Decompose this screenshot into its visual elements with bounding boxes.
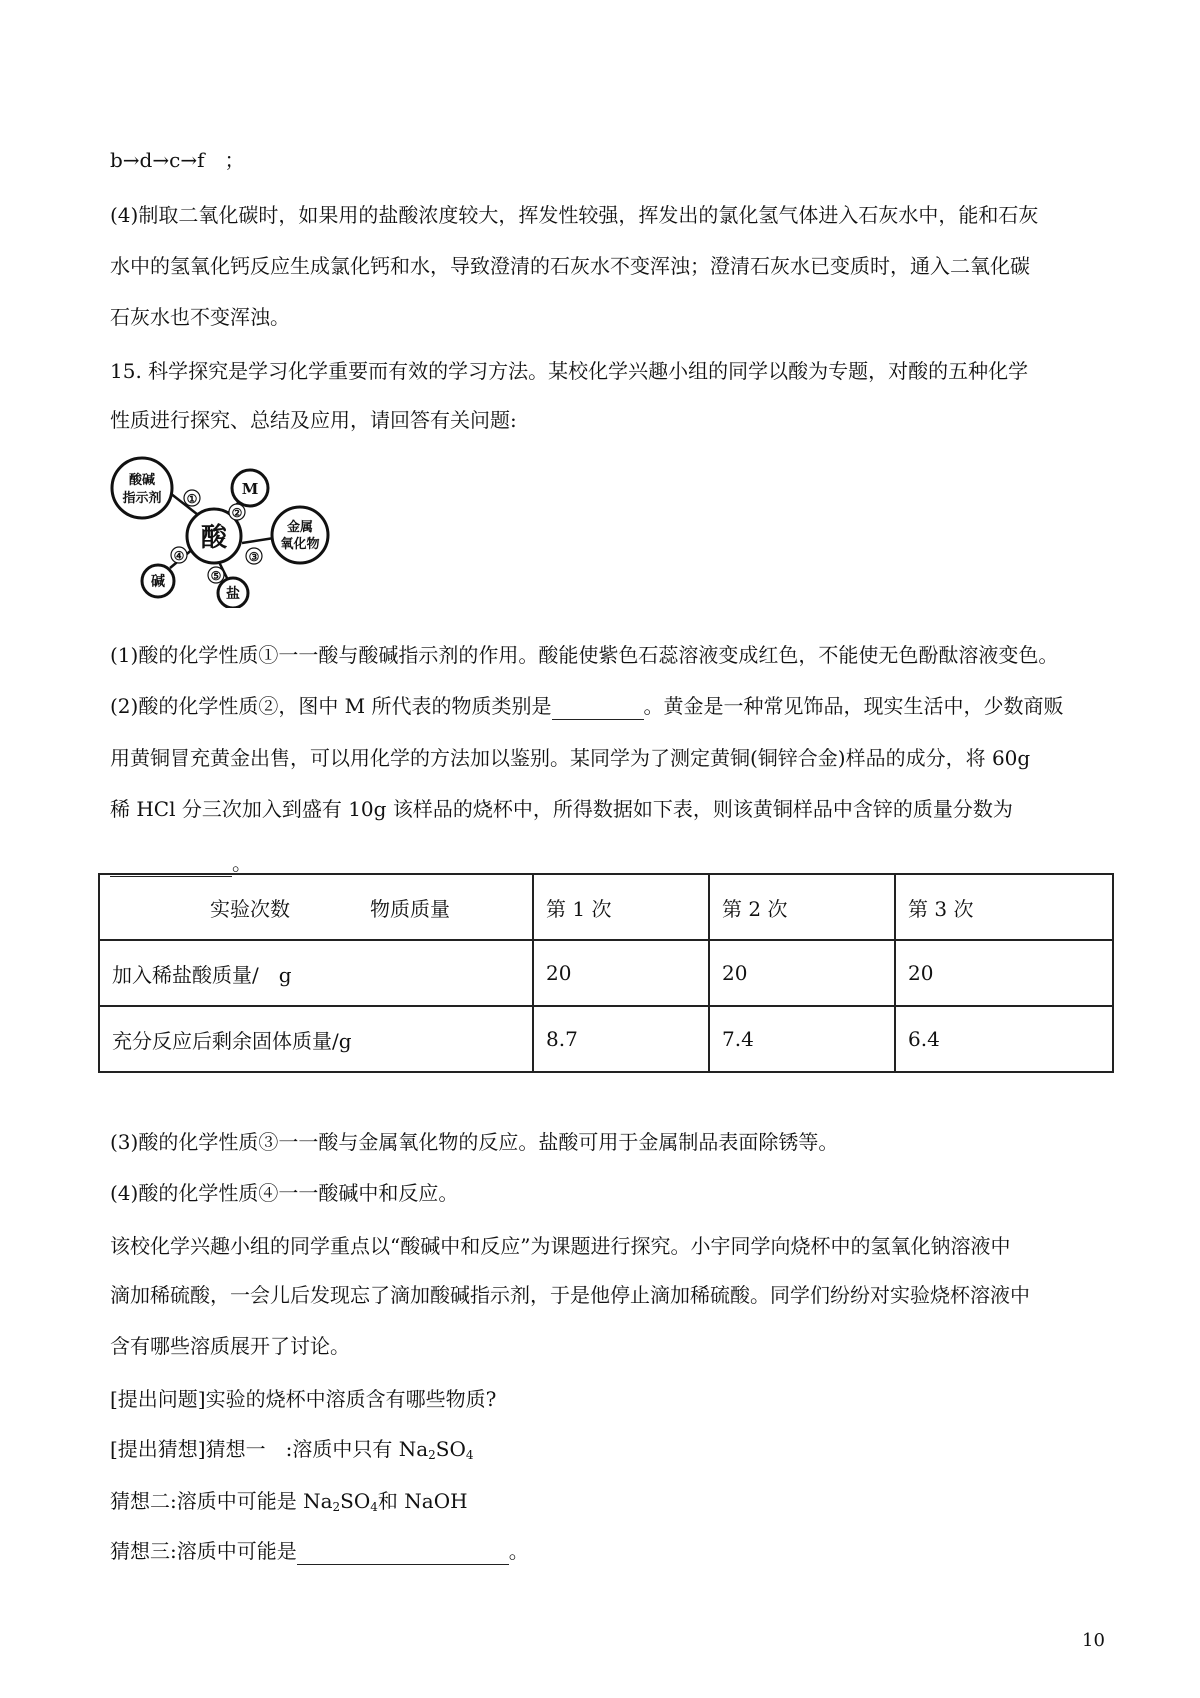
- table-header-cell: 第 3 次: [895, 874, 1113, 940]
- link-line: [242, 538, 274, 543]
- table-header-row: [99, 874, 1113, 940]
- answer-sequence: b→d→c→f ；: [110, 148, 245, 172]
- paragraph-line: 稀 HCl 分三次加入到盛有 10g 该样品的烧杯中，所得数据如下表，则该黄铜样品中含锌的质量分数为: [110, 797, 1013, 821]
- table-cell: 20: [895, 940, 1113, 1006]
- paragraph-line: 含有哪些溶质展开了讨论。: [110, 1334, 350, 1358]
- acid-properties-diagram: [110, 448, 370, 608]
- table-row: [99, 940, 1113, 1006]
- question-15-line: 性质进行探究、总结及应用，请回答有关问题:: [110, 408, 517, 432]
- number-label: ②: [231, 506, 243, 520]
- hypothesis-2: 猜想二:溶质中可能是 $Na_2SO_4$和 NaOH: [110, 1489, 468, 1514]
- paragraph-line: 石灰水也不变浑浊。: [110, 305, 290, 329]
- indicator-label: 酸碱: [128, 473, 156, 488]
- base-label: 碱: [151, 574, 165, 590]
- table-row: [99, 1006, 1113, 1072]
- answer-blank-hypothesis-3[interactable]: [297, 1542, 509, 1565]
- paragraph-line: 用黄铜冒充黄金出售，可以用化学的方法加以鉴别。某同学为了测定黄铜(铜锌合金)样品的成分，将 60g: [110, 746, 1031, 770]
- salt-label: 盐: [226, 586, 240, 602]
- paragraph-line: (4)酸的化学性质④一一酸碱中和反应。: [110, 1181, 459, 1205]
- indicator-node: [112, 458, 172, 518]
- hypothesis-3: 猜想三:溶质中可能是 。: [110, 1539, 529, 1563]
- metal-oxide-label: 金属: [286, 520, 314, 535]
- table-cell: 加入稀盐酸质量/ g: [99, 940, 533, 1006]
- metal-oxide-node: [272, 507, 328, 563]
- data-table: [98, 873, 1114, 1073]
- question-2-line: (2)酸的化学性质②，图中 M 所代表的物质类别是 。黄金是一种常见饰品，现实生活中，少数商贩: [110, 694, 1064, 718]
- question-15-line: 15. 科学探究是学习化学重要而有效的学习方法。某校化学兴趣小组的同学以酸为专题，对酸的五种化学: [110, 359, 1029, 383]
- number-label: ③: [248, 550, 260, 564]
- problem-statement: [提出问题]实验的烧杯中溶质含有哪些物质?: [110, 1387, 497, 1411]
- table-cell: 充分反应后剩余固体质量/g: [99, 1006, 533, 1072]
- paragraph-line: (4)制取二氧化碳时，如果用的盐酸浓度较大，挥发性较强，挥发出的氯化氢气体进入石灰水中，能和石灰: [110, 203, 1039, 227]
- metal-oxide-label: 氧化物: [280, 537, 320, 552]
- paragraph-line: (1)酸的化学性质①一一酸与酸碱指示剂的作用。酸能使紫色石蕊溶液变成红色，不能使无色酚酞溶液变色。: [110, 643, 1059, 667]
- paragraph-line: 该校化学兴趣小组的同学重点以“酸碱中和反应”为课题进行探究。小宇同学向烧杯中的氢氧化钠溶液中: [110, 1234, 1011, 1258]
- number-label: ④: [173, 549, 185, 563]
- table-cell: 20: [709, 940, 895, 1006]
- number-label: ⑤: [210, 569, 222, 583]
- paragraph-line: 滴加稀硫酸，一会儿后发现忘了滴加酸碱指示剂，于是他停止滴加稀硫酸。同学们纷纷对实验烧杯溶液中: [110, 1283, 1030, 1307]
- table-header-cell: 第 2 次: [709, 874, 895, 940]
- page-number: 10: [1082, 1630, 1105, 1651]
- table-cell: 8.7: [533, 1006, 709, 1072]
- table-header-cell: 第 1 次: [533, 874, 709, 940]
- table-cell: 7.4: [709, 1006, 895, 1072]
- acid-label: 酸: [200, 523, 228, 553]
- table-cell: 20: [533, 940, 709, 1006]
- indicator-label: 指示剂: [122, 491, 162, 506]
- question-2-line: 。: [110, 849, 252, 877]
- table-cell: 6.4: [895, 1006, 1113, 1072]
- hypothesis-1: [提出猜想]猜想一 :溶质中只有 $Na_2SO_4$: [110, 1437, 474, 1462]
- m-label: M: [241, 480, 259, 498]
- table-header-cell: 实验次数 物质质量: [99, 874, 533, 940]
- paragraph-line: (3)酸的化学性质③一一酸与金属氧化物的反应。盐酸可用于金属制品表面除锈等。: [110, 1130, 839, 1154]
- paragraph-line: 水中的氢氧化钙反应生成氯化钙和水，导致澄清的石灰水不变浑浊；澄清石灰水已变质时，通入二氧化碳: [110, 254, 1030, 278]
- answer-blank-m[interactable]: [552, 697, 644, 720]
- number-label: ①: [186, 492, 198, 506]
